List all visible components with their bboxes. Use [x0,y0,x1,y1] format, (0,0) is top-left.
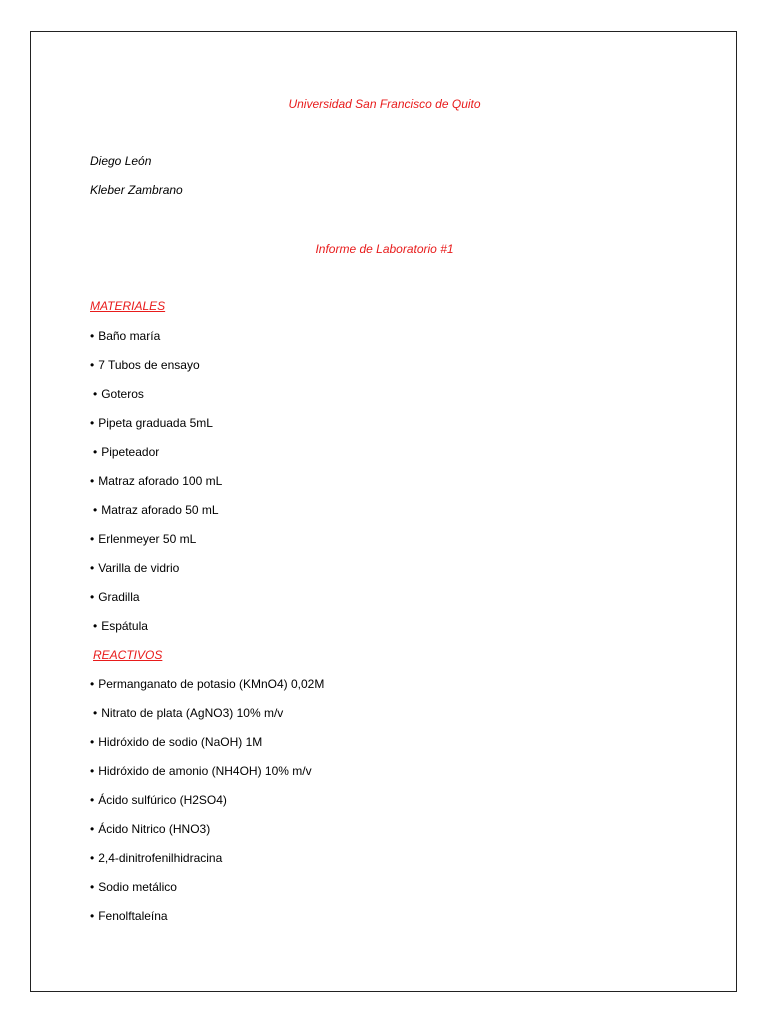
materials-heading: MATERIALES [90,299,166,313]
material-label: Varilla de vidrio [98,561,180,575]
bullet: • [90,793,95,807]
bullet: • [90,532,95,546]
document-page [30,31,737,992]
list-item [90,793,227,807]
bullet: • [90,474,95,488]
material-label: Matraz aforado 100 mL [98,474,223,488]
reagents-heading: REACTIVOS [93,648,163,662]
reagent-label: 2,4-dinitrofenilhidracina [98,851,223,865]
list-item [93,503,219,517]
university-name: Universidad San Francisco de Quito [288,97,481,111]
material-label: Pipeta graduada 5mL [98,416,213,430]
material-label: Espátula [101,619,148,633]
bullet: • [90,735,95,749]
bullet: • [90,561,95,575]
reagent-label: Fenolftaleína [98,909,168,923]
list-item [93,619,148,633]
bullet: • [93,503,98,517]
material-label: Baño maría [98,329,161,343]
material-label: Gradilla [98,590,140,604]
list-item [93,706,283,720]
reagent-label: Nitrato de plata (AgNO3) 10% m/v [101,706,284,720]
list-item [90,329,160,343]
list-item [93,387,144,401]
list-item [90,561,179,575]
author-1: Diego León [90,154,152,168]
bullet: • [90,880,95,894]
reagent-label: Sodio metálico [98,880,177,894]
list-item [90,822,210,836]
bullet: • [90,851,95,865]
list-item [90,416,213,430]
material-label: Pipeteador [101,445,160,459]
bullet: • [90,677,95,691]
material-label: 7 Tubos de ensayo [98,358,200,372]
list-item [93,445,159,459]
list-item [90,677,324,691]
bullet: • [90,590,95,604]
bullet: • [93,387,98,401]
reagent-label: Hidróxido de amonio (NH4OH) 10% m/v [98,764,312,778]
material-label: Matraz aforado 50 mL [101,503,219,517]
bullet: • [90,329,95,343]
reagent-label: Ácido Nitrico (HNO3) [98,822,211,836]
material-label: Goteros [101,387,144,401]
reagent-label: Permanganato de potasio (KMnO4) 0,02M [98,677,325,691]
bullet: • [90,909,95,923]
list-item [90,590,140,604]
bullet: • [90,358,95,372]
bullet: • [90,416,95,430]
bullet: • [90,764,95,778]
list-item [90,358,200,372]
list-item [90,880,177,894]
report-title: Informe de Laboratorio #1 [315,242,454,256]
list-item [90,851,222,865]
list-item [90,532,196,546]
author-2: Kleber Zambrano [90,183,183,197]
bullet: • [93,706,98,720]
bullet: • [90,822,95,836]
list-item [90,735,262,749]
bullet: • [93,445,98,459]
material-label: Erlenmeyer 50 mL [98,532,197,546]
bullet: • [93,619,98,633]
reagent-label: Hidróxido de sodio (NaOH) 1M [98,735,263,749]
reagent-label: Ácido sulfúrico (H2SO4) [98,793,227,807]
list-item [90,764,312,778]
list-item [90,909,168,923]
list-item [90,474,222,488]
